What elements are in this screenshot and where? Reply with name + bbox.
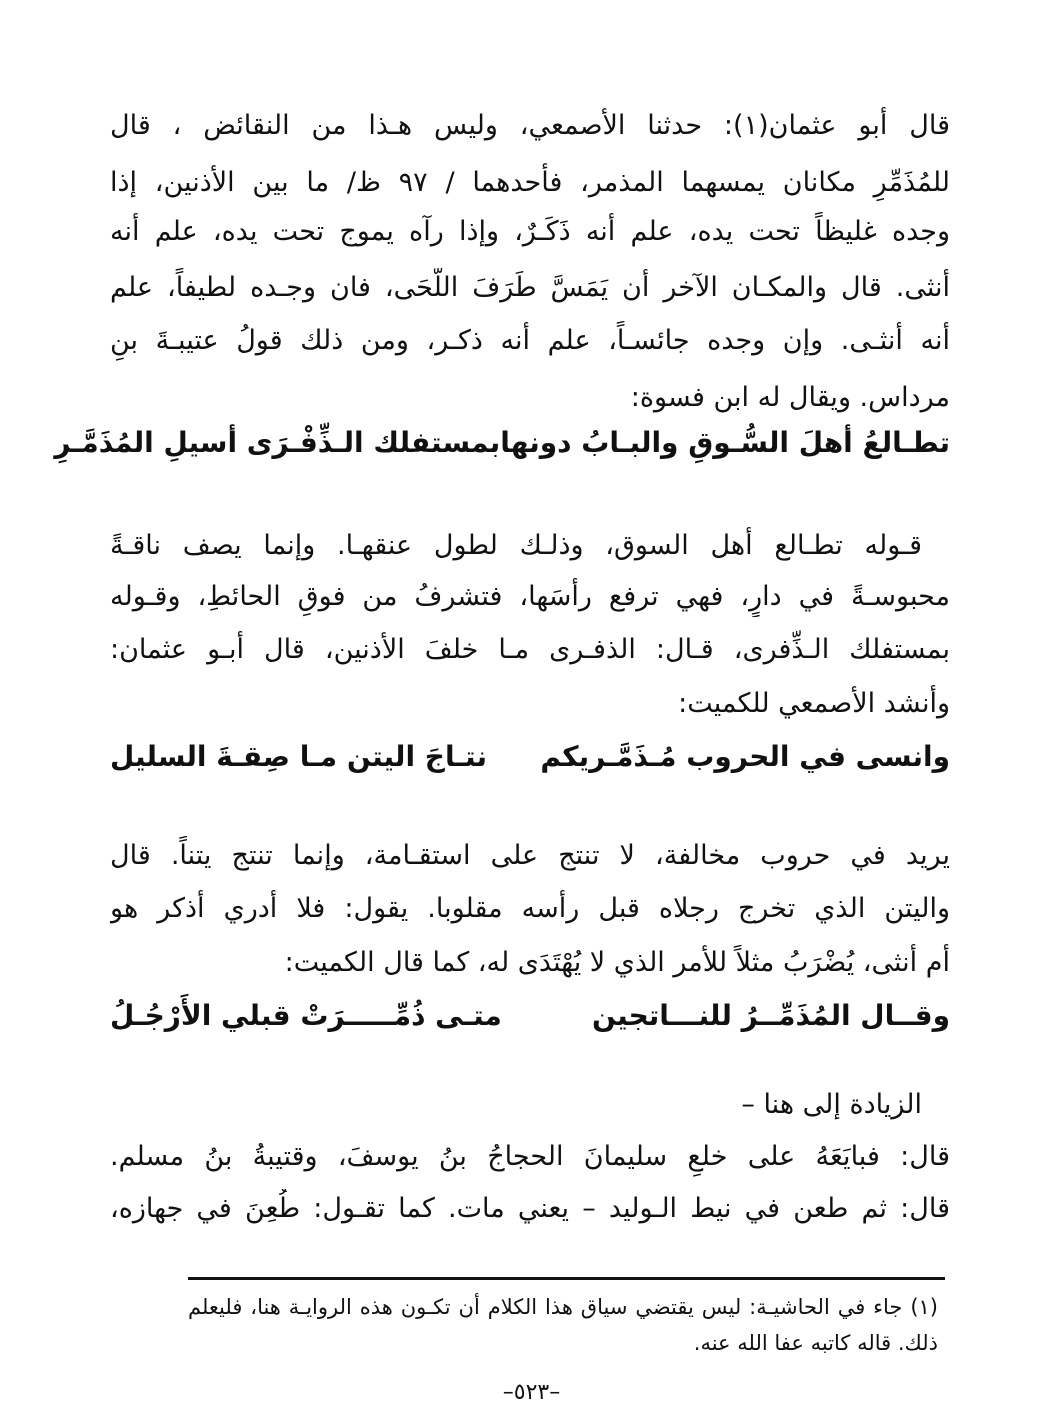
verse-first-hemistich: وانسى في الحروب مُـذَمَّـريكم	[540, 740, 950, 773]
body-line: أنه أنثـى. وإن وجده جائسـاً، علم أنه ذكـر، ومن ذلك قولُ عتيبـةَ بنِ	[110, 325, 950, 356]
footnote-line: (١) جاء في الحاشيـة: ليس يقتضي سياق هذا الكلام أن تكـون هذه الروايـة هنا، فليعلم	[188, 1295, 938, 1319]
footnote-line: ذلك. قاله كاتبه عفا الله عنه.	[693, 1331, 938, 1355]
body-line: قال: فبايَعَهُ على خلعِ سليمانَ الحجاجُ بنُ يوسفَ، وقتيبةُ بنُ مسلم.	[110, 1141, 950, 1172]
body-line: محبوسـةً في دارٍ، فهي ترفع رأسَها، فتشرفُ من فوقِ الحائطِ، وقـوله	[110, 581, 950, 612]
body-line: أم أنثى، يُضْرَبُ مثلاً للأمر الذي لا يُهْتَدَى له، كما قال الكميت:	[284, 947, 950, 978]
body-line: واليتن الذي تخرج رجلاه قبل رأسه مقلوبا. يقول: فلا أدري أذكر هو	[110, 893, 950, 924]
body-line: للمُذَمِّرِ مكانان يمسهما المذمر، فأحدهما / ٩٧ ظ/ ما بين الأذنين، إذا	[110, 167, 950, 198]
page-number: –٥٢٣–	[502, 1380, 561, 1405]
body-line: قال: ثم طعن في نيط الـوليد – يعني مات. كما تقـول: طُعِنَ في جهازه،	[110, 1193, 950, 1224]
verse-first-hemistich: وقــال المُذَمِّــرُ للنـــاتجين	[591, 999, 950, 1032]
body-line: قـوله تطـالع أهل السوق، وذلـك لطول عنقهـا. وإنما يصف ناقـةً	[110, 530, 922, 561]
verse-second-hemistich: نتـاجَ اليتن مـا صِقـةَ السليل	[110, 740, 488, 773]
poetry-verse	[110, 995, 950, 1037]
body-line: الزيادة إلى هنا –	[741, 1089, 922, 1120]
body-line: بمستفلك الـذِّفرى، قـال: الذفـرى مـا خلفَ الأذنين، قال أبـو عثمان:	[110, 634, 950, 665]
body-line: يريد في حروب مخالفة، لا تنتج على استقـامة، وإنما تنتج يتناً. قال	[110, 840, 950, 871]
body-line: وأنشد الأصمعي للكميت:	[678, 688, 950, 719]
poetry-verse	[110, 736, 950, 778]
verse-second-hemistich: متـى ذُمِّـــــرَتْ قبلي الأَرْجُـلُ	[110, 999, 502, 1032]
footnote-separator	[188, 1277, 945, 1280]
body-line: وجده غليظاً تحت يده، علم أنه ذَكَـرٌ، وإذا رآه يموج تحت يده، علم أنه	[110, 216, 950, 247]
body-line: أنثى. قال والمكـان الآخر أن يَمَسَّ طَرَفَ اللَّحَى، فان وجـده لطيفاً، علم	[110, 272, 950, 303]
verse-first-hemistich: تطـالعُ أهلَ السُّـوقِ والبـابُ دونها	[500, 426, 950, 459]
body-line: مرداس. ويقال له ابن فسوة:	[630, 382, 950, 413]
body-line: قال أبو عثمان(١): حدثنا الأصمعي، وليس هـذا من النقائض ، قال	[110, 110, 950, 141]
poetry-verse	[54, 422, 950, 464]
verse-second-hemistich: بمستفلك الـذِّفْـرَى أسيلِ المُذَمَّـرِ	[54, 426, 501, 459]
